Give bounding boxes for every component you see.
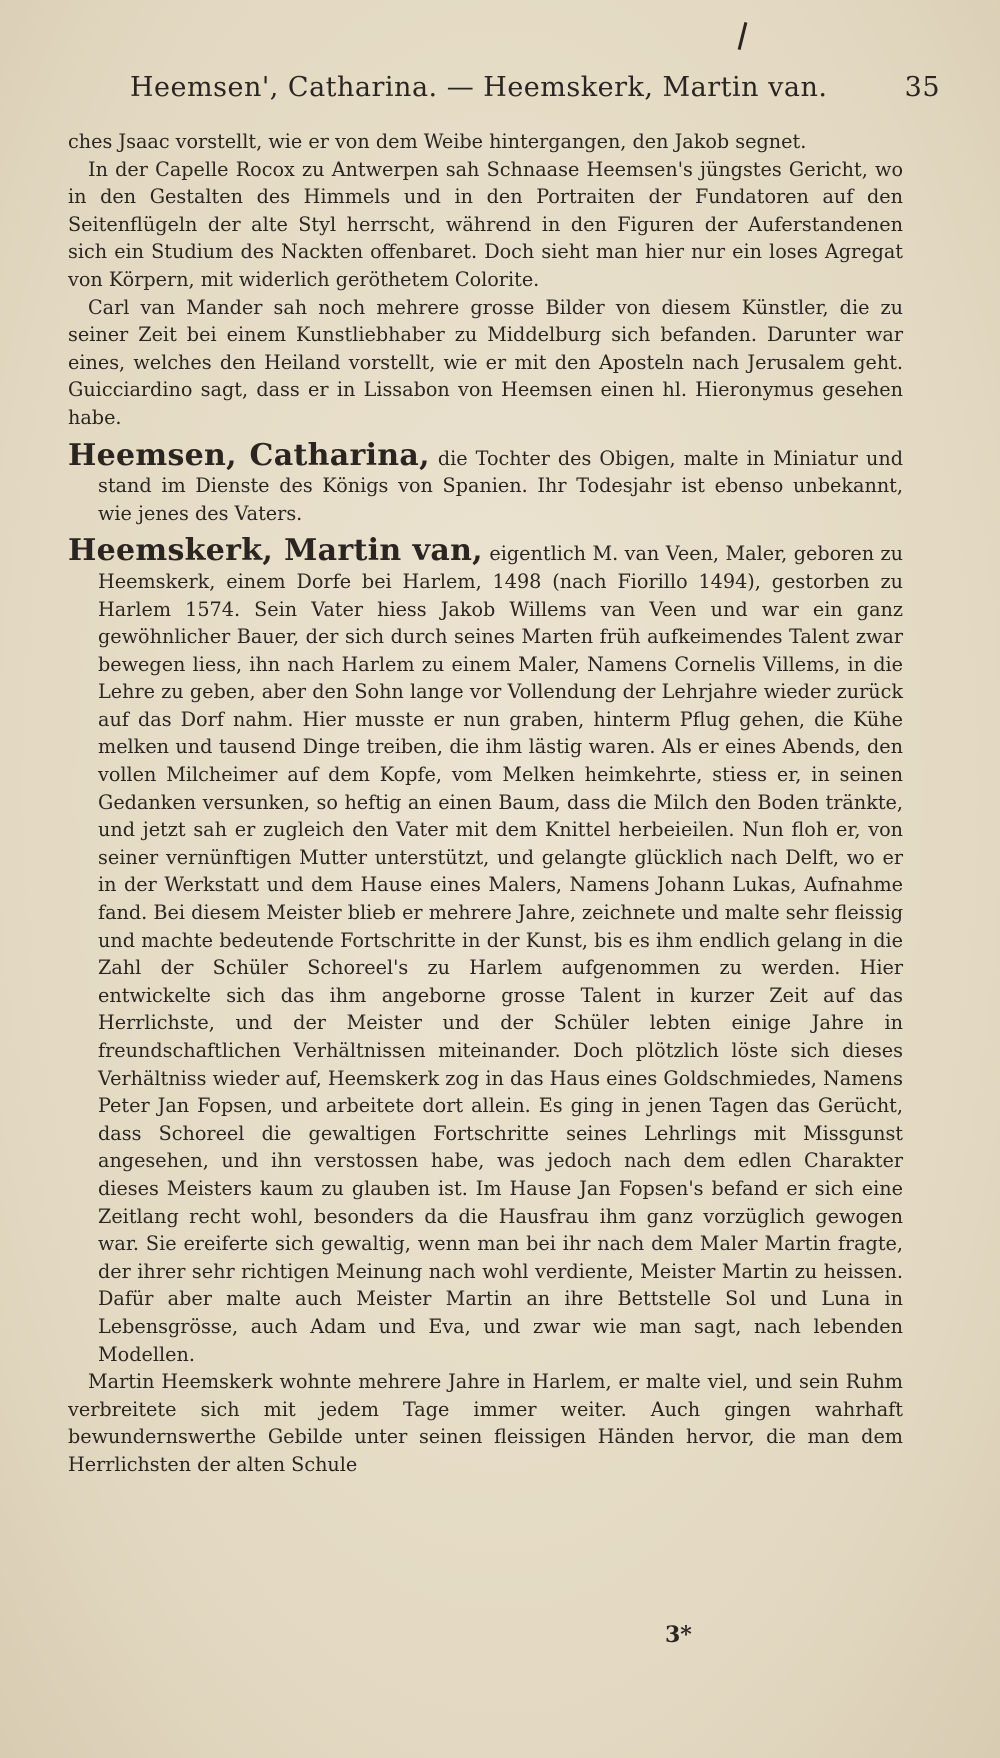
entry-headword: Heemskerk, Martin van, <box>68 533 483 569</box>
paragraph: Carl van Mander sah noch mehrere grosse Bilder von diesem Künstler, die zu seiner Zeit bei einem Kunstliebhaber zu Middelburg sich befanden. Darunter war eines, welches den Heiland vorstellt, wie er mit den Aposteln nach Jerusalem geht. Guicciardino sagt, dass er in Lissabon von Heemsen einen hl. Hieronymus gesehen habe. <box>68 295 903 429</box>
page-number: 35 <box>904 72 940 103</box>
ink-mark <box>738 22 748 50</box>
entry-heemsen-catharina <box>68 437 903 528</box>
paragraph: ches Jsaac vorstellt, wie er von dem Weibe hintergangen, den Jakob segnet. <box>68 130 807 153</box>
signature-mark: 3* <box>665 1622 692 1648</box>
paragraph: Martin Heemskerk wohnte mehrere Jahre in Harlem, er malte viel, und sein Ruhm verbreitete sich mit jedem Tage immer weiter. Auch gingen wahrhaft bewundernswerthe Gebilde unter seinen fleissigen Händen hervor, die man dem Herrlichsten der alten Schule <box>68 1370 903 1476</box>
entry-text: die Tochter des Obigen, malte in Miniatur und stand im Dienste des Königs von Spanien. Ihr Todesjahr ist ebenso unbekannt, wie jenes des Vaters. <box>98 446 903 525</box>
running-title: Heemsen', Catharina. — Heemskerk, Martin van. <box>130 72 828 103</box>
page-body <box>68 128 903 1479</box>
paragraph: In der Capelle Rocox zu Antwerpen sah Schnaase Heemsen's jüngstes Gericht, wo in den Gestalten des Himmels und in den Portraiten der Fundatoren auf den Seitenflügeln der alte Styl herrscht, während in den Figuren der Auferstandenen sich ein Studium des Nackten offenbaret. Doch sieht man hier nur ein loses Agregat von Körpern, mit widerlich geröthetem Colorite. <box>68 157 903 291</box>
entry-heemskerk-martin <box>68 533 903 1368</box>
entry-text: eigentlich M. van Veen, Maler, geboren zu Heemskerk, einem Dorfe bei Harlem, 1498 (nach Fiorillo 1494), gestorben zu Harlem 1574. Sein Vater hiess Jakob Willems van Veen und war ein ganz gewöhnlicher Bauer, der sich durch seines Marten früh aufkeimendes Talent zwar bewegen liess, ihn nach Harlem zu einem Maler, Namens Cornelis Villems, in die Lehre zu geben, aber den Sohn lange vor Vollendung der Lehrjahre wieder zurück auf das Dorf nahm. Hier musste er nun graben, hinterm Pflug gehen, die Kühe melken und tausend Dinge treiben, die ihm lästig waren. Als er eines Abends, den vollen Milcheimer auf dem Kopfe, vom Melken heimkehrte, stiess er, in seinen Gedanken versunken, so heftig an einen Baum, dass die Milch den Boden tränkte, und jetzt sah er zugleich den Vater mit dem Knittel herbeieilen. Nun floh er, von seiner vernünftigen Mutter unterstützt, und gelangte glücklich nach Delft, wo er in der Werkstatt und dem Hause eines Malers, Namens Johann Lukas, Aufnahme fand. Bei diesem Meister blieb er mehrere Jahre, zeichnete und malte sehr fleissig und machte bedeutende Fortschritte in der Kunst, bis es ihm endlich gelang in die Zahl der Schüler Schoreel's zu Harlem aufgenommen zu werden. Hier entwickelte sich das ihm angeborne grosse Talent in kurzer Zeit auf das Herrlichste, und der Meister und der Schüler lebten einige Jahre in freundschaftlichen Verhältnissen miteinander. Doch plötzlich löste sich dieses Verhältniss wieder auf, Heemskerk zog in das Haus eines Goldschmiedes, Namens Peter Jan Fopsen, und arbeitete dort allein. Es ging in jenen Tagen das Gerücht, dass Schoreel die gewaltigen Fortschritte seines Lehrlings mit Missgunst angesehen, und ihn verstossen habe, was jedoch nach dem edlen Charakter dieses Meisters kaum zu glauben ist. Im Hause Jan Fopsen's befand er sich eine Zeitlang recht wohl, besonders da die Hausfrau ihm ganz vorzüglich gewogen war. Sie ereiferte sich gewaltig, wenn man bei ihr nach dem Maler Martin fragte, der ihrer sehr richtigen Meinung nach wohl verdiente, Meister Martin zu heissen. Dafür aber malte auch Meister Martin an ihre Bettstelle Sol und Luna in Lebensgrösse, auch Adam und Eva, und zwar wie man sagt, nach lebenden Modellen. <box>98 542 903 1366</box>
running-head <box>130 72 940 103</box>
entry-headword: Heemsen, Catharina, <box>68 437 430 473</box>
